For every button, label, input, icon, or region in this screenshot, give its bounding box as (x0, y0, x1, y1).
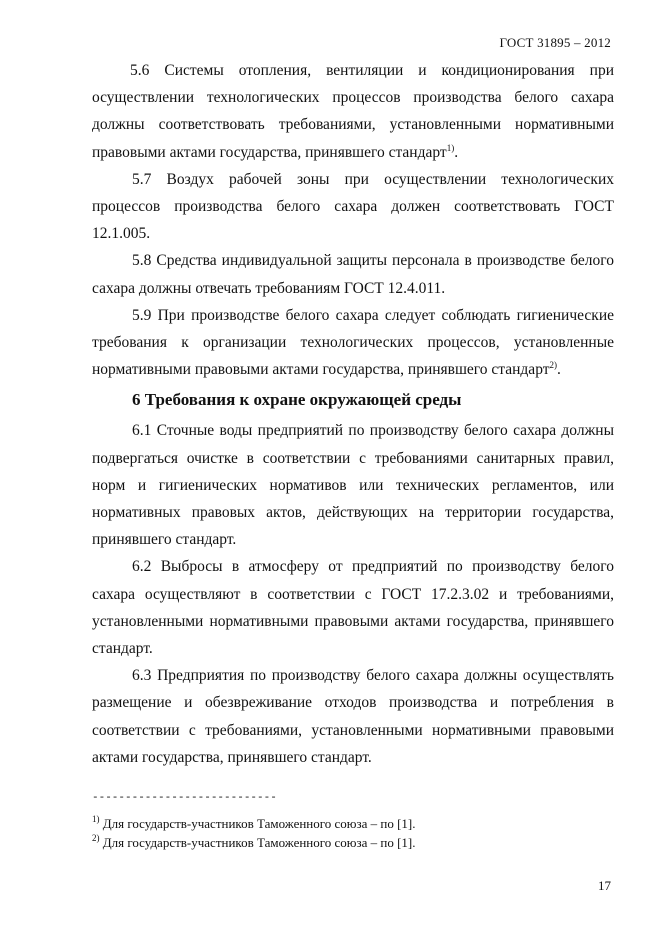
footnote-mark-2: 2) (92, 833, 100, 843)
footnote-text-2: Для государств-участников Таможенного союза – по [1]. (99, 835, 416, 850)
paragraph-5-6 (92, 57, 614, 166)
paragraph-5-9 (92, 302, 614, 384)
footnote-mark-1: 1) (92, 814, 100, 824)
footnote-ref-2: 2) (549, 360, 558, 371)
paragraph-5-9-text: 5.9 При производстве белого сахара следует соблюдать гигиенические требования к организации технологических процессов, установленные нормативными правовыми актами государства, принявшего стандарт (92, 306, 614, 379)
paragraph-6-2: 6.2 Выбросы в атмосферу от предприятий по производству белого сахара осуществляют в соответствии с ГОСТ 17.2.3.02 и требованиями, установленными нормативными правовыми актами государства, принявшего стандарт. (92, 558, 614, 658)
paragraph-5-8: 5.8 Средства индивидуальной защиты персонала в производстве белого сахара должны отвечать требованиям ГОСТ 12.4.011. (92, 252, 614, 297)
document-header: ГОСТ 31895 – 2012 (499, 35, 611, 50)
paragraph-5-7: 5.7 Воздух рабочей зоны при осуществлении технологических процессов производства белого сахара должен соответствовать ГОСТ 12.1.005. (92, 170, 614, 243)
section-heading-6: 6 Требования к охране окружающей среды (132, 390, 462, 410)
footnotes (92, 814, 612, 852)
footnote-1 (92, 814, 612, 833)
footnote-separator: ---------------------------- (92, 792, 277, 804)
paragraph-5-9-tail: . (557, 361, 561, 379)
page-number: 17 (598, 878, 611, 893)
footnote-2 (92, 833, 612, 852)
document-body (92, 57, 614, 771)
paragraph-6-3: 6.3 Предприятия по производству белого сахара должны осуществлять размещение и обезвреживание отходов производства и потребления в соответствии с требованиями, установленными нормативными правовыми актами государства, принявшего стандарт. (92, 667, 614, 766)
footnote-ref-1: 1) (446, 142, 455, 153)
paragraph-5-6-tail: . (454, 143, 459, 161)
footnote-text-1: Для государств-участников Таможенного союза – по [1]. (99, 816, 416, 831)
paragraph-5-6-text: 5.6 Системы отопления, вентиляции и кондиционирования при осуществлении технологических процессов производства белого сахара должны соответствовать требованиями, установленными нормативными правовыми актами государства, принявшего стандарт (92, 62, 614, 161)
paragraph-6-1: 6.1 Сточные воды предприятий по производству белого сахара должны подвергаться очистке в соответствии с требованиями санитарных правил, норм и гигиенических нормативов или технических регламентов, или нормативных правовых актов, действующих на территории государства, принявшего стандарт. (92, 422, 614, 549)
